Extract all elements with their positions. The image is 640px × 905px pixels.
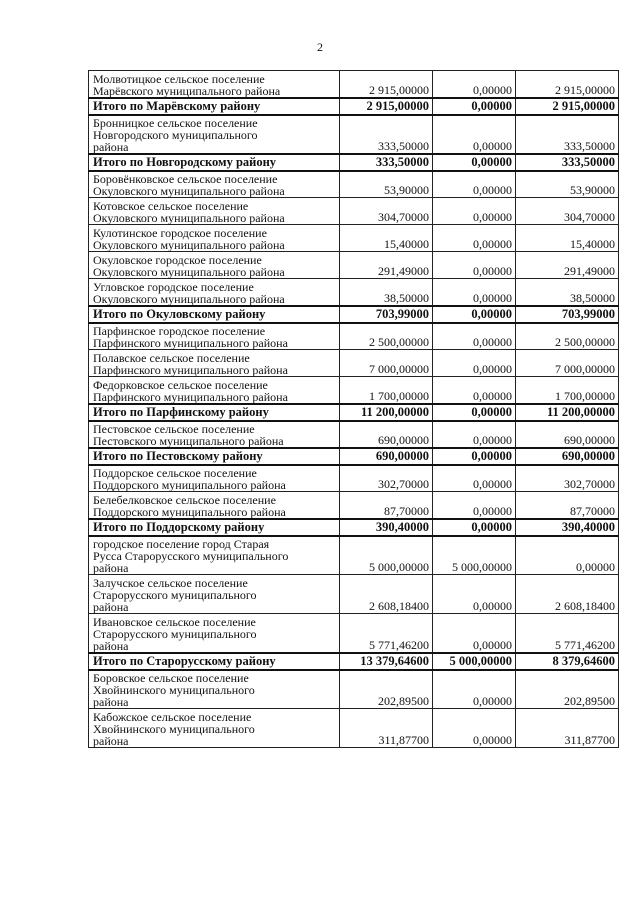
amount-regional-cell: 703,99000: [516, 306, 619, 323]
amount-federal-cell: 0,00000: [433, 98, 516, 115]
amount-regional-cell: 38,50000: [516, 279, 619, 306]
district-total-row: [89, 98, 619, 115]
settlement-row: [89, 492, 619, 519]
amount-total-cell: 2 608,18400: [340, 575, 433, 614]
amount-total-cell: 2 500,00000: [340, 323, 433, 350]
settlement-name-cell: Молвотицкое сельское поселение Марёвского муниципального района: [89, 71, 340, 98]
amount-federal-cell: 0,00000: [433, 279, 516, 306]
settlement-row: [89, 465, 619, 492]
amount-total-cell: 13 379,64600: [340, 653, 433, 670]
district-total-row: [89, 404, 619, 421]
settlement-name-cell: Итого по Старорусскому району: [89, 653, 340, 670]
amount-regional-cell: 1 700,00000: [516, 377, 619, 404]
amount-total-cell: 703,99000: [340, 306, 433, 323]
settlement-name-cell: Итого по Окуловскому району: [89, 306, 340, 323]
amount-total-cell: 304,70000: [340, 198, 433, 225]
amount-federal-cell: 5 000,00000: [433, 653, 516, 670]
settlement-name-cell: Кулотинское городское поселение Окуловского муниципального района: [89, 225, 340, 252]
amount-total-cell: 2 915,00000: [340, 71, 433, 98]
settlement-row: [89, 350, 619, 377]
amount-total-cell: 5 000,00000: [340, 536, 433, 575]
amount-federal-cell: 0,00000: [433, 519, 516, 536]
amount-regional-cell: 2 915,00000: [516, 98, 619, 115]
settlement-row: [89, 279, 619, 306]
amount-federal-cell: 0,00000: [433, 448, 516, 465]
amount-total-cell: 302,70000: [340, 465, 433, 492]
amount-regional-cell: 333,50000: [516, 154, 619, 171]
amount-federal-cell: 0,00000: [433, 225, 516, 252]
settlement-row: [89, 377, 619, 404]
amount-regional-cell: 291,49000: [516, 252, 619, 279]
amount-federal-cell: 0,00000: [433, 350, 516, 377]
amount-federal-cell: 0,00000: [433, 306, 516, 323]
amount-regional-cell: 304,70000: [516, 198, 619, 225]
amount-regional-cell: 2 500,00000: [516, 323, 619, 350]
settlement-row: [89, 421, 619, 448]
settlement-name-cell: Ивановское сельское поселение Старорусского муниципального района: [89, 614, 340, 653]
amount-federal-cell: 0,00000: [433, 421, 516, 448]
amount-regional-cell: 7 000,00000: [516, 350, 619, 377]
amount-federal-cell: 0,00000: [433, 377, 516, 404]
amount-federal-cell: 0,00000: [433, 71, 516, 98]
amount-regional-cell: 690,00000: [516, 448, 619, 465]
amount-federal-cell: 0,00000: [433, 252, 516, 279]
amount-total-cell: 390,40000: [340, 519, 433, 536]
amount-total-cell: 291,49000: [340, 252, 433, 279]
amount-federal-cell: 0,00000: [433, 614, 516, 653]
settlement-name-cell: Белебелковское сельское поселение Поддорского муниципального района: [89, 492, 340, 519]
amount-federal-cell: 0,00000: [433, 154, 516, 171]
amount-total-cell: 690,00000: [340, 448, 433, 465]
amount-federal-cell: 0,00000: [433, 171, 516, 198]
amount-regional-cell: 53,90000: [516, 171, 619, 198]
settlement-name-cell: Парфинское городское поселение Парфинского муниципального района: [89, 323, 340, 350]
district-total-row: [89, 448, 619, 465]
amount-federal-cell: 0,00000: [433, 323, 516, 350]
amount-federal-cell: 5 000,00000: [433, 536, 516, 575]
district-total-row: [89, 154, 619, 171]
amount-federal-cell: 0,00000: [433, 115, 516, 154]
settlement-name-cell: Залучское сельское поселение Старорусского муниципального района: [89, 575, 340, 614]
settlement-name-cell: Итого по Новгородскому району: [89, 154, 340, 171]
amount-total-cell: 87,70000: [340, 492, 433, 519]
amount-regional-cell: 302,70000: [516, 465, 619, 492]
amount-total-cell: 202,89500: [340, 670, 433, 709]
settlement-name-cell: Окуловское городское поселение Окуловского муниципального района: [89, 252, 340, 279]
amount-regional-cell: 11 200,00000: [516, 404, 619, 421]
settlement-name-cell: Угловское городское поселение Окуловского муниципального района: [89, 279, 340, 306]
settlement-row: [89, 323, 619, 350]
settlement-row: [89, 115, 619, 154]
settlement-row: [89, 614, 619, 653]
amount-regional-cell: 8 379,64600: [516, 653, 619, 670]
amount-regional-cell: 2 608,18400: [516, 575, 619, 614]
amount-total-cell: 311,87700: [340, 709, 433, 748]
amount-total-cell: 7 000,00000: [340, 350, 433, 377]
settlement-row: [89, 709, 619, 748]
settlement-row: [89, 536, 619, 575]
settlement-name-cell: Итого по Поддорскому району: [89, 519, 340, 536]
amount-federal-cell: 0,00000: [433, 404, 516, 421]
amount-total-cell: 11 200,00000: [340, 404, 433, 421]
amount-regional-cell: 5 771,46200: [516, 614, 619, 653]
settlement-name-cell: Пестовское сельское поселение Пестовского муниципального района: [89, 421, 340, 448]
district-total-row: [89, 306, 619, 323]
budget-table: [88, 70, 619, 748]
amount-federal-cell: 0,00000: [433, 492, 516, 519]
amount-federal-cell: 0,00000: [433, 465, 516, 492]
amount-total-cell: 333,50000: [340, 154, 433, 171]
amount-total-cell: 15,40000: [340, 225, 433, 252]
amount-total-cell: 333,50000: [340, 115, 433, 154]
district-total-row: [89, 653, 619, 670]
settlement-row: [89, 171, 619, 198]
amount-total-cell: 690,00000: [340, 421, 433, 448]
settlement-name-cell: Полавское сельское поселение Парфинского муниципального района: [89, 350, 340, 377]
settlement-name-cell: городское поселение город Старая Русса Старорусского муниципального района: [89, 536, 340, 575]
amount-total-cell: 1 700,00000: [340, 377, 433, 404]
amount-federal-cell: 0,00000: [433, 575, 516, 614]
amount-regional-cell: 690,00000: [516, 421, 619, 448]
settlement-row: [89, 252, 619, 279]
settlement-row: [89, 225, 619, 252]
settlement-name-cell: Итого по Пестовскому району: [89, 448, 340, 465]
settlement-name-cell: Боровёнковское сельское поселение Окуловского муниципального района: [89, 171, 340, 198]
settlement-row: [89, 575, 619, 614]
amount-regional-cell: 15,40000: [516, 225, 619, 252]
amount-regional-cell: 202,89500: [516, 670, 619, 709]
amount-regional-cell: 311,87700: [516, 709, 619, 748]
settlement-name-cell: Котовское сельское поселение Окуловского муниципального района: [89, 198, 340, 225]
amount-regional-cell: 390,40000: [516, 519, 619, 536]
settlement-name-cell: Итого по Парфинскому району: [89, 404, 340, 421]
amount-regional-cell: 0,00000: [516, 536, 619, 575]
settlement-name-cell: Федорковское сельское поселение Парфинского муниципального района: [89, 377, 340, 404]
amount-federal-cell: 0,00000: [433, 670, 516, 709]
page-number: 2: [317, 40, 323, 54]
settlement-row: [89, 71, 619, 98]
amount-federal-cell: 0,00000: [433, 198, 516, 225]
amount-regional-cell: 333,50000: [516, 115, 619, 154]
amount-total-cell: 53,90000: [340, 171, 433, 198]
amount-total-cell: 2 915,00000: [340, 98, 433, 115]
district-total-row: [89, 519, 619, 536]
amount-total-cell: 38,50000: [340, 279, 433, 306]
settlement-name-cell: Итого по Марёвскому району: [89, 98, 340, 115]
table-body: [89, 71, 619, 748]
settlement-row: [89, 670, 619, 709]
amount-regional-cell: 87,70000: [516, 492, 619, 519]
settlement-row: [89, 198, 619, 225]
settlement-name-cell: Кабожское сельское поселение Хвойнинского муниципального района: [89, 709, 340, 748]
amount-total-cell: 5 771,46200: [340, 614, 433, 653]
amount-federal-cell: 0,00000: [433, 709, 516, 748]
settlement-name-cell: Бронницкое сельское поселение Новгородского муниципального района: [89, 115, 340, 154]
amount-regional-cell: 2 915,00000: [516, 71, 619, 98]
settlement-name-cell: Поддорское сельское поселение Поддорского муниципального района: [89, 465, 340, 492]
settlement-name-cell: Боровское сельское поселение Хвойнинского муниципального района: [89, 670, 340, 709]
